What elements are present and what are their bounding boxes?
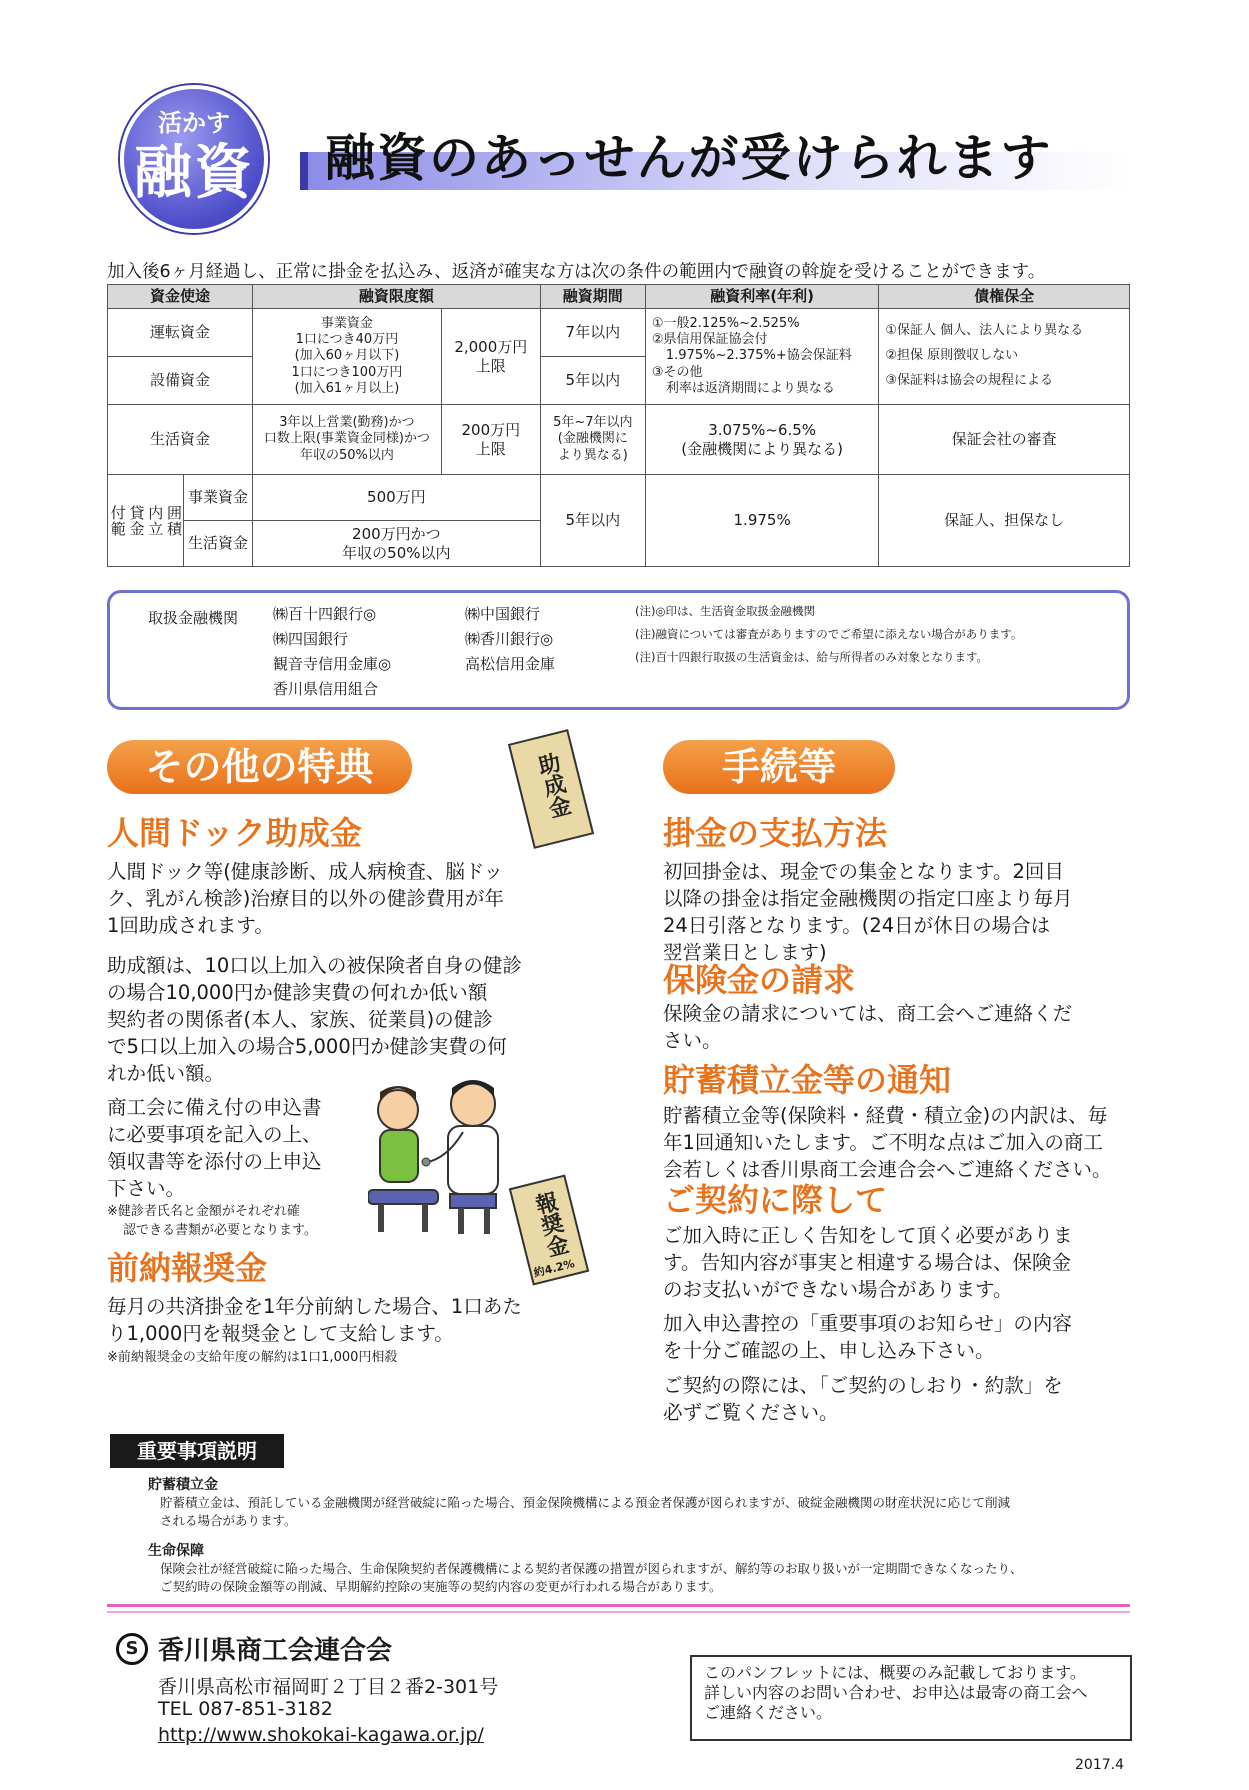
institution-item: ㈱四国銀行 [273,630,349,648]
row-label: 事業資金 [184,475,253,521]
text-line: 保険金の請求については、商工会へご連絡くだ [663,1002,1073,1025]
text-line: す。告知内容が事実と相違する場合は、保険金 [663,1251,1071,1274]
cell-line: 事業資金 [320,315,373,331]
text-line: 助成額は、10口以上加入の被保険者自身の健診 [107,954,522,977]
rate-cell [645,309,879,405]
header-cell: 融資限度額 [252,285,540,309]
dock-title: 人間ドック助成金 [107,814,362,852]
cell-line: 3.075%~6.5% [708,420,817,439]
reserve-group-label [108,475,184,567]
text-line: 詳しい内容のお問い合わせ、お申込は最寄の商工会へ [704,1683,1088,1702]
dock-paragraph-3 [107,1094,322,1202]
text-line: 認できる書類が必要となります。 [123,1223,317,1238]
text-line: このパンフレットには、概要のみ記載しております。 [704,1663,1086,1682]
org-name: 香川県商工会連合会 [158,1636,393,1666]
cell-line: ①一般2.125%~2.525% [651,315,800,331]
text-line: 契約者の関係者(本人、家族、従業員)の健診 [107,1008,493,1031]
cell-line: (加入61ヶ月以上) [294,380,400,396]
badge-big-text: 融資 [133,138,254,206]
org-url-link[interactable]: http://www.shokokai-kagawa.or.jp/ [158,1724,484,1746]
institution-item: 香川県信用組合 [273,680,379,698]
cell-line: 年収の50%以内 [299,447,394,463]
important-heading: 重要事項説明 [110,1434,284,1468]
text-line: さい。 [663,1029,722,1052]
contract-paragraph-3 [663,1372,1063,1426]
cell-line: 上限 [475,439,506,458]
text-line: 領収書等を添付の上申込 [107,1150,322,1173]
header-cell: 資金使途 [108,285,253,309]
benefits-pill: その他の特典 [107,740,412,794]
reserve-living-limit [252,521,540,567]
cell-line: 上限 [475,356,506,375]
cell-line: ②県信用保証協会付 [651,332,768,348]
reserve-business-limit: 500万円 [252,475,540,521]
institutions-box [107,590,1130,710]
table-row [108,405,1130,475]
vertical-text: 付範 [108,504,127,537]
text-line: 会若しくは香川県商工会連合会へご連絡ください。 [663,1158,1112,1181]
institution-item: ㈱百十四銀行◎ [273,605,377,623]
grant-envelope-icon [508,729,594,849]
contract-paragraph-1 [663,1222,1073,1303]
header-cell: 債権保全 [879,285,1130,309]
text-line: ※健診者氏名と金額がそれぞれ確 [107,1204,300,1219]
dock-paragraph-1 [107,858,504,939]
text-line: 以降の掛金は指定金融機関の指定口座より毎月 [663,887,1073,910]
cell-line: 1口につき100万円 [291,364,403,380]
text-line: ご加入時に正しく告知をして頂く必要がありま [663,1224,1073,1247]
page-title: 融資のあっせんが受けられます [325,128,1053,187]
text-line: 商工会に備え付の申込書 [107,1096,322,1119]
cell-line: 口数上限(事業資金同様)かつ [263,431,430,447]
business-limit-cell [252,309,441,405]
institutions-label: 取扱金融機関 [148,609,239,627]
envelope-rate-text: 約4.2% [532,1257,576,1280]
text-line: のお支払いができない場合があります。 [663,1278,1013,1301]
org-tel: TEL 087-851-3182 [158,1698,333,1720]
cell-line: 年収の50%以内 [342,543,451,562]
living-rate-cell [645,405,879,475]
payment-text [663,858,1073,966]
important-sub-life: 生命保障 [148,1543,204,1559]
intro-text: 加入後6ヶ月経過し、正常に掛金を払込み、返済が確実な方は次の条件の範囲内で融資の斡旋を受けることができます。 [107,262,1046,282]
living-limit-cell [252,405,441,475]
vertical-text: 囲積 [165,504,183,537]
business-cap-cell [441,309,540,405]
cell-line: (金融機関により異なる) [681,439,843,458]
publish-date: 2017.4 [1075,1757,1124,1773]
payment-title: 掛金の支払方法 [663,814,888,852]
living-cap-cell [441,405,540,475]
institution-note: (注)◎印は、生活資金取扱金融機関 [635,604,816,618]
row-label: 設備資金 [108,357,253,405]
reserve-rate: 1.975% [645,475,879,567]
notification-title: 貯蓄積立金等の通知 [663,1061,952,1099]
text-line: り1,000円を報奨金として支給します。 [107,1322,454,1345]
doctor-checkup-illustration [368,1062,518,1237]
text-line: れか低い額。 [107,1062,225,1085]
text-line: 貯蓄積立金は、預託している金融機関が経営破綻に陥った場合、預金保険機構による預金者保護が図られますが、破綻金融機関の財産状況に応じて削減 [160,1495,1011,1510]
text-line: ご契約の際には、「ご契約のしおり・約款」を [663,1374,1063,1397]
cell-line: (金融機関に [557,431,628,447]
institution-item: ㈱香川銀行◎ [465,630,554,648]
row-label: 生活資金 [108,405,253,475]
cell-line: (加入60ヶ月以下) [294,348,400,364]
cell-line: 利率は返済期間により異なる [665,380,835,396]
reward-envelope-icon [509,1174,589,1285]
text-line: 下さい。 [107,1177,186,1200]
row-label: 生活資金 [184,521,253,567]
table-row [108,475,1130,521]
procedures-pill: 手続等 [663,740,895,794]
category-badge [120,85,268,233]
text-line: 初回掛金は、現金での集金となります。2回目 [663,860,1064,883]
cell-line: 5年~7年以内 [553,415,633,431]
period-cell: 7年以内 [540,309,645,357]
cell-line: ②担保 原則徴収しない [885,348,1019,364]
vertical-text: 貸金 [127,504,146,537]
institution-note: (注)融資については審査がありますのでご希望に添えない場合があります。 [635,627,1023,641]
org-logo-icon: S [116,1633,148,1665]
prepay-note: ※前納報奨金の支給年度の解約は1口1,000円相殺 [107,1350,398,1365]
notification-text [663,1102,1112,1183]
period-cell: 5年以内 [540,357,645,405]
prepay-text [107,1293,522,1347]
envelope-text: 助成金 [532,750,574,821]
institution-item: 高松信用金庫 [465,655,556,673]
text-line: を十分ご確認の上、申し込み下さい。 [663,1339,995,1362]
cell-line: 1口につき40万円 [295,332,399,348]
dock-note [107,1202,317,1240]
text-line: ご契約時の保険金額等の削減、早期解約控除の実施等の契約内容の変更が行われる場合があります。 [160,1579,722,1594]
notice-box [690,1655,1132,1741]
cell-line: 2,000万円 [454,337,528,356]
header-cell: 融資期間 [540,285,645,309]
cell-line: 3年以上営業(勤務)かつ [279,415,415,431]
cell-line: 200万円かつ [352,524,441,543]
text-line: 翌営業日とします) [663,941,827,964]
text-line: 人間ドック等(健康診断、成人病検査、脳ドッ [107,860,504,883]
text-line: で5口以上加入の場合5,000円か健診実費の何 [107,1035,507,1058]
cell-line: 1.975%~2.375%+協会保証料 [665,348,852,364]
text-line: 1回助成されます。 [107,914,274,937]
header-cell: 融資利率(年利) [645,285,879,309]
text-line: 貯蓄積立金等(保険料・経費・積立金)の内訳は、毎 [663,1104,1108,1127]
text-line: 必ずご覧ください。 [663,1401,839,1424]
badge-small-text: 活かす [158,109,230,137]
text-line: 24日引落となります。(24日が休日の場合は [663,914,1051,937]
reserve-period: 5年以内 [540,475,645,567]
institution-note: (注)百十四銀行取扱の生活資金は、給与所得者のみ対象となります。 [635,650,989,664]
claim-text [663,1000,1072,1054]
text-line: に必要事項を記入の上、 [107,1123,322,1146]
important-sub-savings: 貯蓄積立金 [148,1477,218,1493]
text-line: ご連絡ください。 [704,1703,833,1722]
loan-table [107,284,1130,567]
contract-paragraph-2 [663,1310,1072,1364]
text-line: ク、乳がん検診)治療目的以外の健診費用が年 [107,887,504,910]
important-text-savings [148,1494,1128,1530]
vertical-text: 内立 [146,504,165,537]
contract-title: ご契約に際して [663,1181,888,1219]
divider [107,1611,1130,1613]
org-address: 香川県高松市福岡町２丁目２番2-301号 [158,1676,499,1698]
cell-line: 200万円 [461,420,521,439]
text-line: の場合10,000円か健診実費の何れか低い額 [107,981,488,1004]
text-line: される場合があります。 [160,1513,297,1528]
living-security-cell: 保証会社の審査 [879,405,1130,475]
text-line: 加入申込書控の「重要事項のお知らせ」の内容 [663,1312,1072,1335]
table-row [108,309,1130,357]
cell-line: より異なる) [557,447,628,463]
cell-line: ③その他 [651,364,703,380]
row-label: 運転資金 [108,309,253,357]
envelope-text: 報奨金 [530,1189,572,1260]
divider [107,1604,1130,1607]
living-period-cell [540,405,645,475]
cell-line: ①保証人 個人、法人により異なる [885,323,1084,339]
text-line: 年1回通知いたします。ご不明な点はご加入の商工 [663,1131,1103,1154]
important-text-life [148,1560,1128,1596]
reserve-security: 保証人、担保なし [879,475,1130,567]
prepay-title: 前納報奨金 [107,1249,268,1287]
claim-title: 保険金の請求 [663,961,856,999]
institution-item: ㈱中国銀行 [465,605,541,623]
institution-item: 観音寺信用金庫◎ [273,655,392,673]
text-line: 毎月の共済掛金を1年分前納した場合、1口あた [107,1295,522,1318]
security-cell [879,309,1130,405]
text-line: 保険会社が経営破綻に陥った場合、生命保険契約者保護機構による契約者保護の措置が図られますが、解約等のお取り扱いが一定期間できなくなったり、 [160,1561,1023,1576]
cell-line: ③保証料は協会の規程による [885,372,1054,388]
table-header-row [108,285,1130,309]
